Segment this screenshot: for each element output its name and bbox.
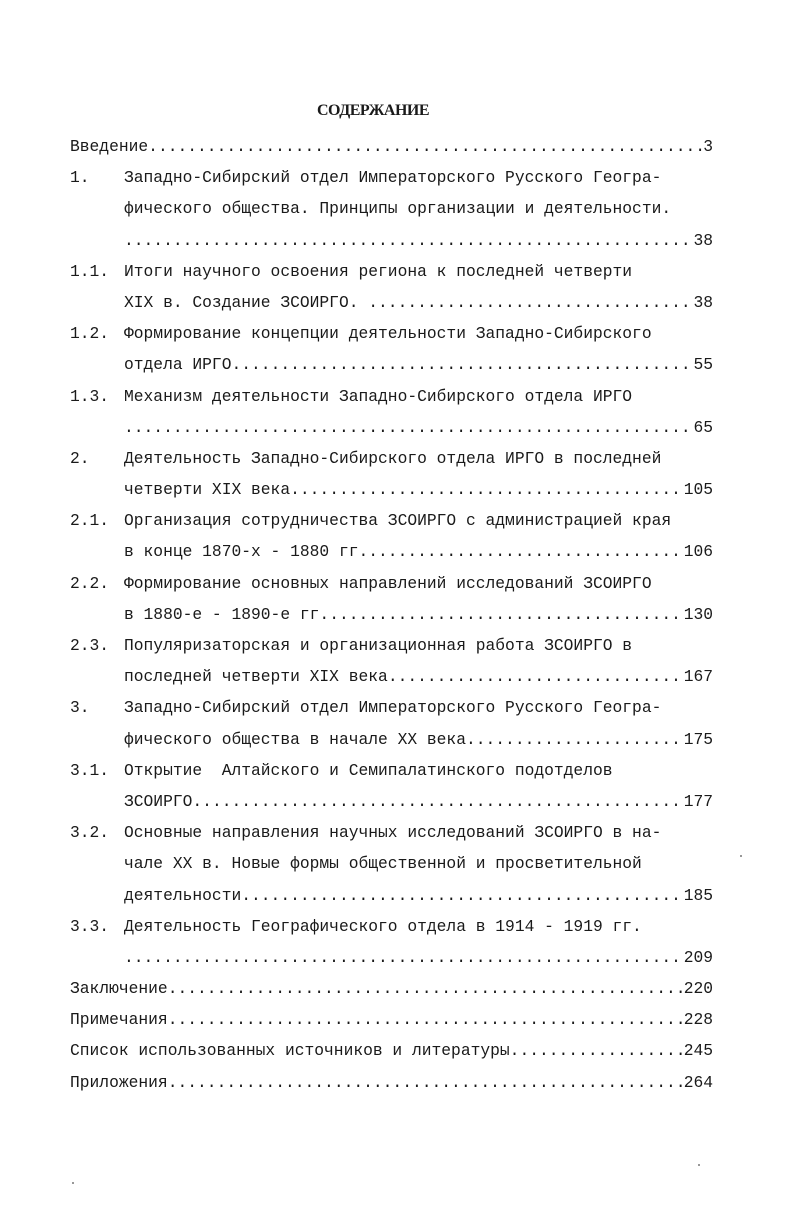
page-number: 209: [683, 947, 713, 967]
entry-title-continued: в 1880-е - 1890-е гг: [124, 604, 320, 624]
entry-title: Механизм деятельности Западно-Сибирского отдела ИРГО: [124, 386, 633, 406]
page-number: 55: [693, 355, 713, 375]
page-number: 220: [683, 979, 713, 999]
entry-title-continued: деятельности: [124, 885, 242, 905]
scan-artifact: [72, 1182, 74, 1184]
dot-leader: [124, 412, 693, 443]
page-number: 167: [683, 667, 713, 687]
toc-entry-conclusion[interactable]: [70, 973, 713, 1004]
entry-title: Западно-Сибирский отдел Императорского Русского Геогра-: [124, 168, 662, 188]
entry-number: 3.1.: [70, 760, 110, 780]
toc-entry-appendix[interactable]: [70, 1067, 713, 1098]
entry-title-continued: четверти XIX века: [124, 480, 291, 500]
toc-entry-chapter-1[interactable]: [70, 162, 713, 256]
entry-title: Открытие Алтайского и Семипалатинского подотделов: [124, 760, 613, 780]
entry-title: Примечания: [70, 1010, 168, 1030]
scan-artifact: [740, 855, 742, 857]
entry-title-continued: фического общества в начале XX века: [124, 729, 466, 749]
entry-title-continued: XIX в. Создание ЗСОИРГО.: [124, 292, 369, 312]
entry-title: Введение: [70, 137, 149, 156]
entry-title: Формирование концепции деятельности Западно-Сибирского: [124, 324, 652, 344]
scan-artifact: [698, 1164, 700, 1166]
page-number: 105: [683, 480, 713, 500]
entry-title: Организация сотрудничества ЗСОИРГО с администрацией края: [124, 511, 672, 531]
entry-title-continued: в конце 1870-х - 1880 гг: [124, 542, 359, 562]
entry-number: 2.1.: [70, 511, 110, 531]
entry-title-continued: ЗСОИРГО: [124, 791, 193, 811]
page-number: 185: [683, 885, 713, 905]
page-number: 3: [703, 137, 713, 156]
toc-entry-section-1-3[interactable]: [70, 381, 713, 443]
entry-title: Приложения: [70, 1072, 168, 1092]
page-number: 130: [683, 604, 713, 624]
entry-title: Деятельность Западно-Сибирского отдела ИРГО в последней: [124, 448, 662, 468]
page-number: 245: [683, 1041, 713, 1061]
page-number: 38: [693, 292, 713, 312]
entry-title-continued: отдела ИРГО: [124, 355, 232, 375]
entry-number: 1.2.: [70, 324, 110, 344]
toc-entry-notes[interactable]: [70, 1004, 713, 1035]
toc-entry-chapter-3[interactable]: [70, 692, 713, 754]
page-title: СОДЕРЖАНИЕ: [316, 102, 430, 119]
dot-leader: [290, 474, 684, 505]
entry-number: 1.: [70, 168, 90, 188]
entry-number: 3.2.: [70, 823, 110, 843]
toc-entry-chapter-2[interactable]: [70, 443, 713, 505]
toc-entry-section-3-3[interactable]: [70, 911, 713, 973]
toc-entry-introduction[interactable]: [70, 131, 713, 162]
page-number: 175: [683, 729, 713, 749]
entry-title-continued: последней четверти XIX века: [124, 667, 388, 687]
page-number: 264: [683, 1072, 713, 1092]
toc-entry-section-1-1[interactable]: [70, 256, 713, 318]
entry-number: 3.: [70, 698, 90, 718]
entry-number: 1.3.: [70, 386, 110, 406]
dot-leader: [319, 599, 683, 630]
page-number: 177: [683, 791, 713, 811]
entry-title: Итоги научного освоения региона к последней четверти: [124, 261, 633, 281]
toc-entry-section-3-1[interactable]: [70, 755, 713, 817]
dot-leader: [148, 131, 703, 162]
dot-leader: [124, 225, 693, 256]
dot-leader: [231, 349, 693, 380]
toc-entry-section-2-1[interactable]: [70, 505, 713, 567]
entry-title: Деятельность Географического отдела в 1914 - 1919 гг.: [124, 916, 642, 936]
entry-number: 3.3.: [70, 916, 110, 936]
table-of-contents: [70, 131, 713, 1098]
page-number: 228: [683, 1010, 713, 1030]
entry-title: Основные направления научных исследований ЗСОИРГО в на-: [124, 823, 662, 843]
toc-entry-section-1-2[interactable]: [70, 318, 713, 380]
toc-entry-section-2-3[interactable]: [70, 630, 713, 692]
dot-leader: [388, 661, 684, 692]
dot-leader: [168, 1004, 684, 1035]
entry-number: 2.2.: [70, 573, 110, 593]
entry-number: 1.1.: [70, 261, 110, 281]
toc-entry-sources[interactable]: [70, 1035, 713, 1066]
entry-title-continued: фического общества. Принципы организации и деятельности.: [124, 199, 672, 219]
entry-title: Западно-Сибирский отдел Императорского Русского Геогра-: [124, 698, 662, 718]
dot-leader: [192, 786, 683, 817]
entry-title: Формирование основных направлений исследований ЗСОИРГО: [124, 573, 652, 593]
entry-title-continued: чале XX в. Новые формы общественной и просветительной: [124, 854, 642, 874]
page-number: 38: [693, 230, 713, 250]
entry-number: 2.3.: [70, 636, 110, 655]
page-number: 106: [683, 542, 713, 562]
dot-leader: [168, 1067, 684, 1098]
dot-leader: [168, 973, 684, 1004]
entry-number: 2.: [70, 448, 90, 468]
toc-entry-section-2-2[interactable]: [70, 568, 713, 630]
dot-leader: [124, 942, 684, 973]
dot-leader: [510, 1035, 684, 1066]
toc-entry-section-3-2[interactable]: [70, 817, 713, 911]
entry-title: Популяризаторская и организационная работа ЗСОИРГО в: [124, 636, 633, 655]
entry-title: Список использованных источников и литературы: [70, 1041, 510, 1061]
page-number: 65: [693, 417, 713, 437]
entry-title: Заключение: [70, 979, 168, 999]
dot-leader: [368, 287, 693, 318]
dot-leader: [359, 536, 684, 567]
dot-leader: [241, 880, 683, 911]
dot-leader: [466, 724, 684, 755]
